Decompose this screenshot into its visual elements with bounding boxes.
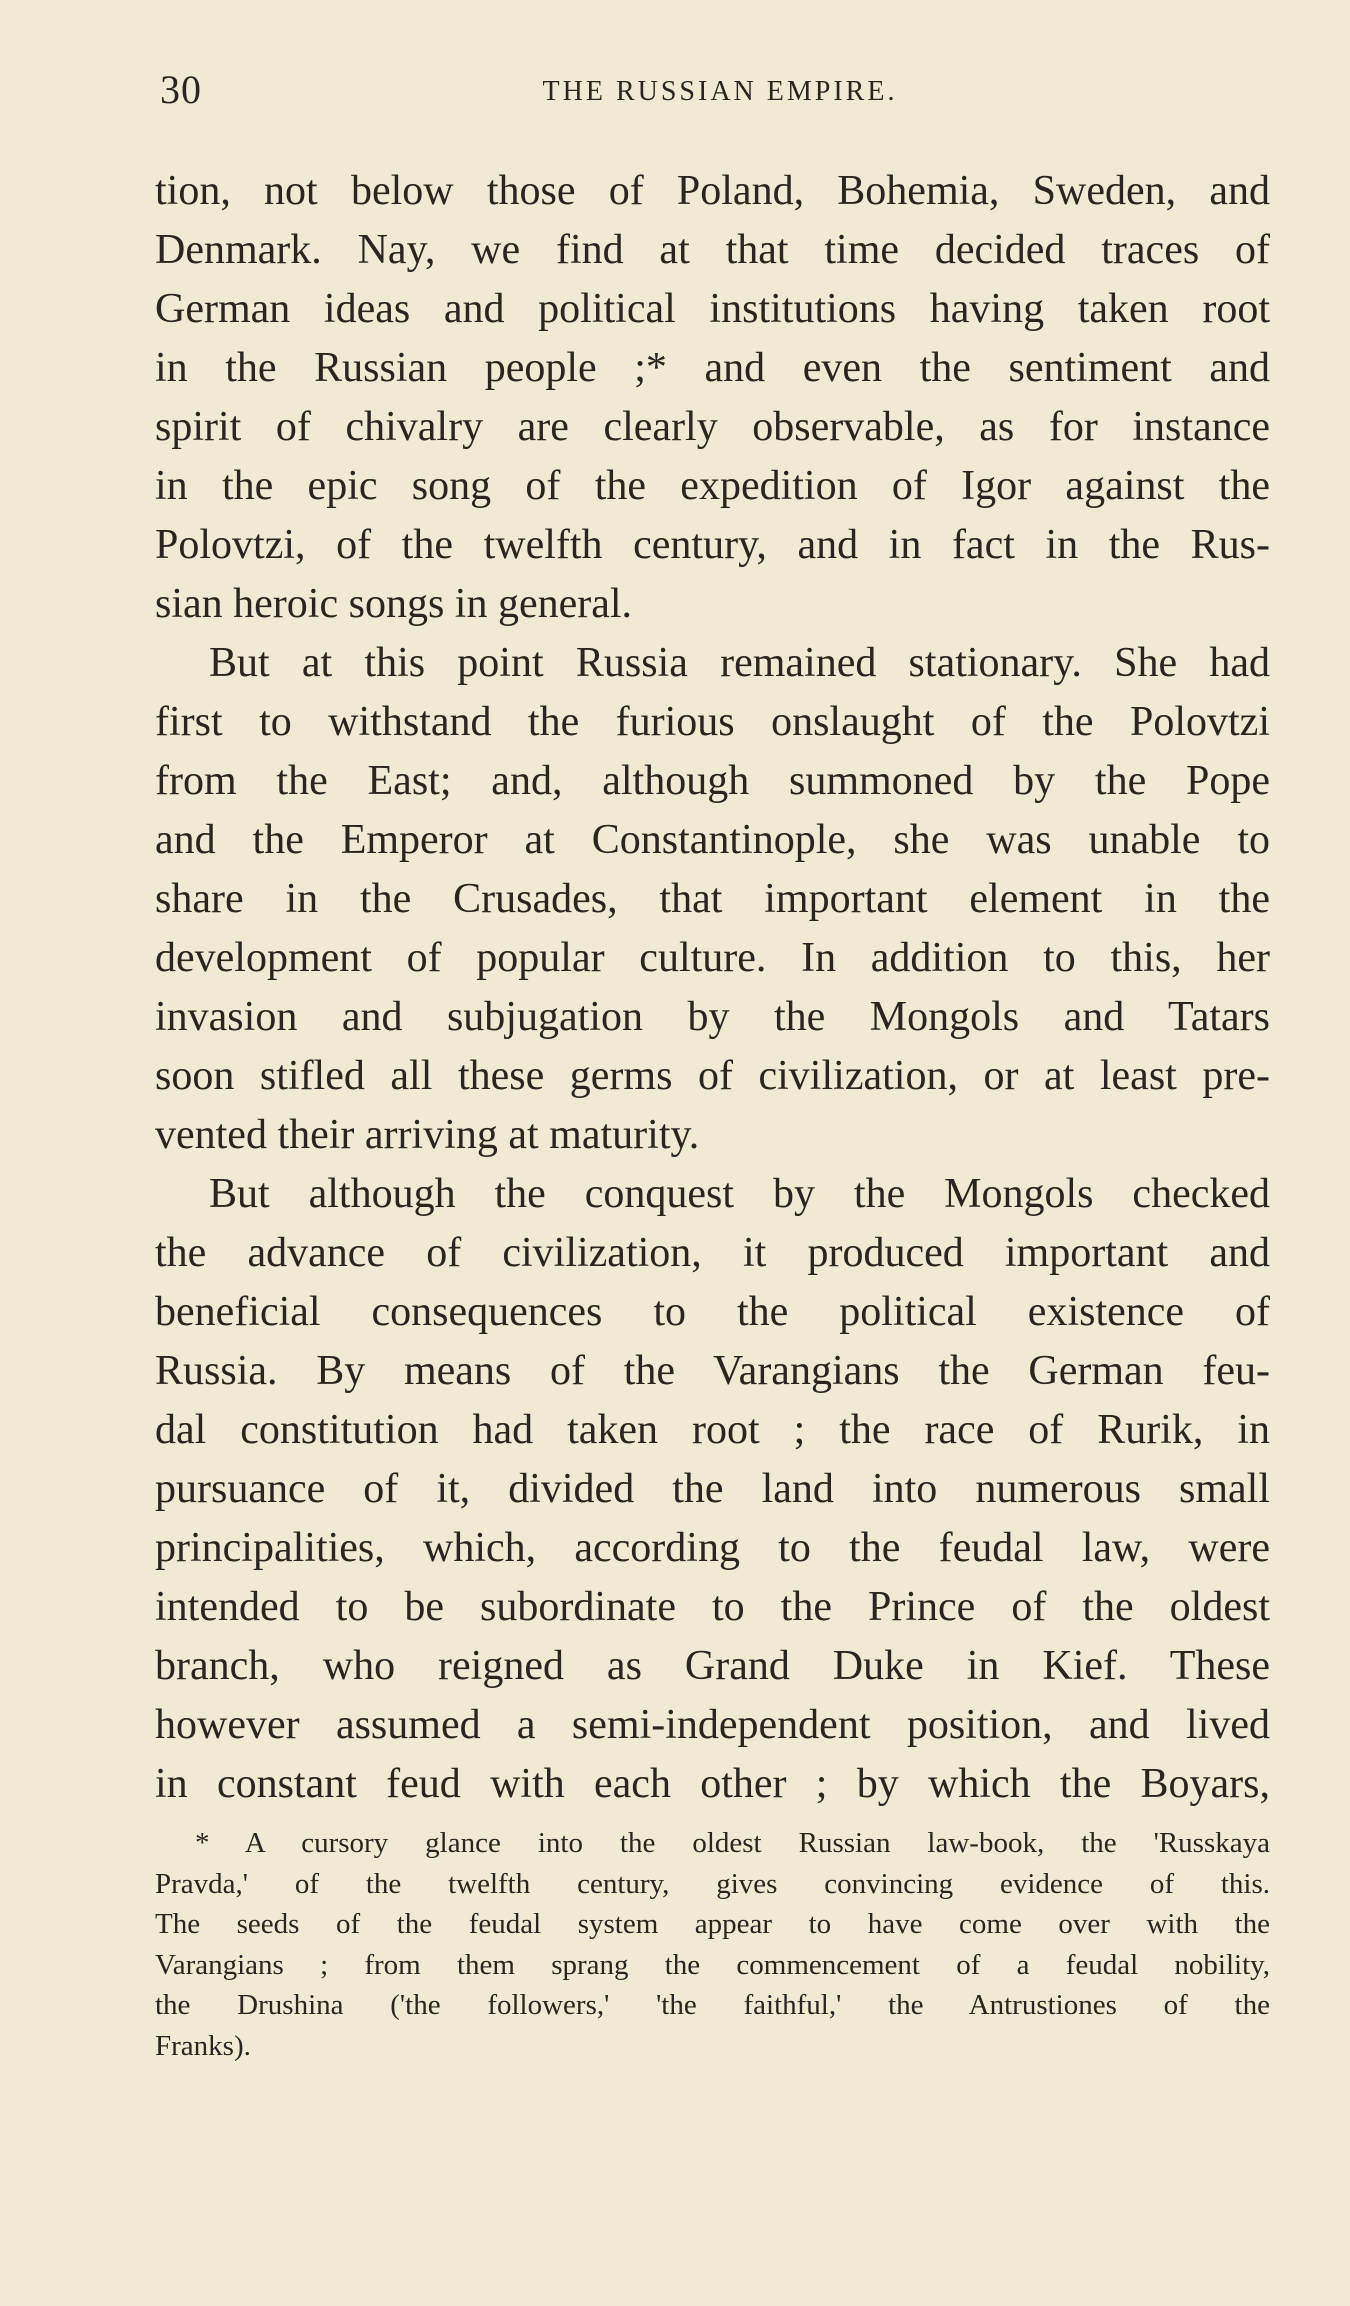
- footnote-line: The seeds of the feudal system appear to have come over with the: [155, 1908, 1270, 1940]
- text-line: German ideas and political institutions having taken root: [155, 286, 1270, 332]
- footnote-line: the Drushina ('the followers,' 'the faithful,' the Antrustiones of the: [155, 1989, 1270, 2021]
- text-line: dal constitution had taken root ; the race of Rurik, in: [155, 1407, 1270, 1453]
- text-line: in constant feud with each other ; by which the Boyars,: [155, 1761, 1270, 1807]
- text-line: Russia. By means of the Varangians the German feu-: [155, 1348, 1270, 1394]
- text-line: and the Emperor at Constantinople, she was unable to: [155, 817, 1270, 863]
- text-line: however assumed a semi-independent position, and lived: [155, 1702, 1270, 1748]
- text-line: in the epic song of the expedition of Igor against the: [155, 463, 1270, 509]
- text-line: vented their arriving at maturity.: [155, 1112, 700, 1158]
- footnote-line: * A cursory glance into the oldest Russian law-book, the 'Russkaya: [195, 1827, 1270, 1859]
- text-line: in the Russian people ;* and even the sentiment and: [155, 345, 1270, 391]
- page-number: 30: [160, 67, 202, 112]
- text-line: Polovtzi, of the twelfth century, and in fact in the Rus-: [155, 522, 1270, 568]
- text-line: intended to be subordinate to the Prince of the oldest: [155, 1584, 1270, 1630]
- body-text: [155, 162, 1270, 1814]
- paragraph-start-line: But although the conquest by the Mongols checked: [209, 1171, 1270, 1217]
- paragraph-start-line: But at this point Russia remained stationary. She had: [209, 640, 1270, 686]
- footnote-line: Varangians ; from them sprang the commencement of a feudal nobility,: [155, 1948, 1270, 1981]
- text-line: development of popular culture. In addition to this, her: [155, 935, 1270, 981]
- text-line: from the East; and, although summoned by the Pope: [155, 758, 1270, 804]
- text-line: beneficial consequences to the political existence of: [155, 1289, 1270, 1335]
- text-line: principalities, which, according to the feudal law, were: [155, 1525, 1270, 1571]
- text-line: tion, not below those of Poland, Bohemia, Sweden, and: [155, 168, 1270, 214]
- text-line: sian heroic songs in general.: [155, 581, 633, 627]
- text-line: Denmark. Nay, we find at that time decided traces of: [155, 227, 1270, 273]
- page-header: [160, 66, 1280, 126]
- running-head: THE RUSSIAN EMPIRE.: [542, 76, 898, 107]
- footnote-line: Franks).: [155, 2029, 251, 2062]
- text-line: spirit of chivalry are clearly observable, as for instance: [155, 404, 1270, 450]
- text-line: soon stifled all these germs of civilization, or at least pre-: [155, 1053, 1270, 1099]
- text-line: branch, who reigned as Grand Duke in Kief. These: [155, 1643, 1270, 1689]
- text-line: share in the Crusades, that important element in the: [155, 876, 1270, 922]
- footnote: [155, 1823, 1270, 2066]
- footnote-line: Pravda,' of the twelfth century, gives convincing evidence of this.: [155, 1867, 1270, 1900]
- text-line: first to withstand the furious onslaught of the Polovtzi: [155, 699, 1270, 745]
- text-line: pursuance of it, divided the land into numerous small: [155, 1466, 1270, 1512]
- text-line: the advance of civilization, it produced important and: [155, 1230, 1270, 1276]
- text-line: invasion and subjugation by the Mongols and Tatars: [155, 994, 1270, 1040]
